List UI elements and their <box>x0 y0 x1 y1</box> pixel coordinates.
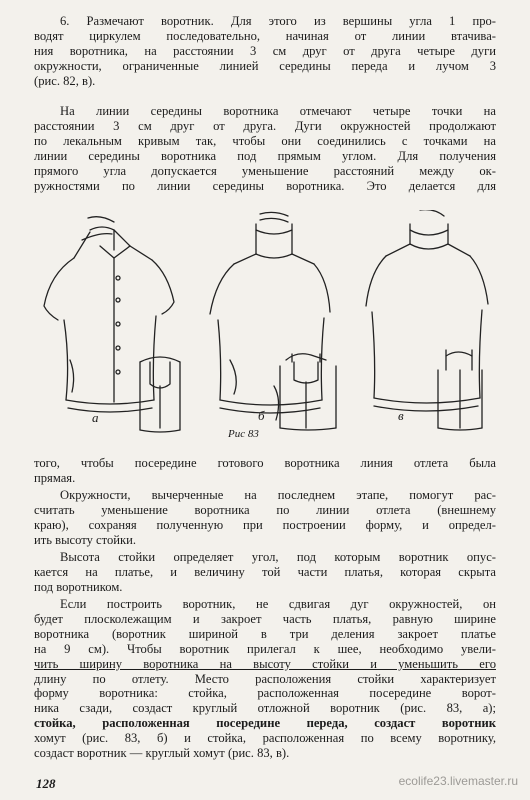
text-line: Окружности, вычерченные на последнем этапе, помогут рас- <box>60 488 496 502</box>
text-line: ния воротника, на расстоянии 3 см друг от друга четыре дуги <box>34 43 496 58</box>
figure-label-a: а <box>92 410 99 425</box>
text-line: ить высоту стойки. <box>34 532 137 547</box>
text-line: 6. Размечают воротник. Для этого из вершины угла 1 про- <box>60 14 496 28</box>
text-line: краю), сохраняя полученную при построении форму, и определ- <box>34 517 496 532</box>
paragraph-continuation <box>34 456 496 486</box>
text-line: Если построить воротник, не сдвигая дуг окружностей, он <box>60 597 496 611</box>
text-line: на 9 см). Чтобы воротник прилегал к шее, необходимо увели- <box>34 641 496 656</box>
garment-b-drawing <box>210 212 336 430</box>
garment-v-drawing <box>366 210 488 430</box>
text-line: длину по отлету. Место расположения стойки характеризует <box>34 671 496 686</box>
garment-a-drawing <box>44 217 180 432</box>
text-line: На линии середины воротника отмечают четыре точки на <box>60 104 496 118</box>
figure-label-v: в <box>398 408 404 423</box>
text-line: прямая. <box>34 470 76 485</box>
text-line: будет плосколежащим и закроет часть платья, равную ширине <box>34 611 496 626</box>
text-line: создаст воротник — круглый хомут (рис. 83, в). <box>34 746 290 761</box>
paragraph-circles <box>34 488 496 548</box>
text-line: Высота стойки определяет угол, под которым воротник опус- <box>60 550 496 564</box>
figure-83-drawings <box>30 210 500 450</box>
text-line: (рис. 82, в). <box>34 73 96 88</box>
paragraph-stand-height <box>34 550 496 595</box>
text-line: водят циркулем последовательно, начиная от линии втачива- <box>34 28 496 43</box>
text-line: считать уменьшение воротника по линии отлета (внешнему <box>34 502 496 517</box>
text-line: под воротником. <box>34 579 123 594</box>
text-line: чить ширину воротника на высоту стойки и уменьшить его <box>34 656 496 671</box>
text-line: окружности, ограниченные линией середины переда и лучом 3 <box>34 58 496 73</box>
watermark: ecolife23.livemaster.ru <box>398 774 518 788</box>
text-line: форму воротника: стойка, расположенная посередине ворот- <box>34 686 496 701</box>
text-line: ружностями по линии середины воротника. Это делается для <box>34 178 496 193</box>
text-line: прямого угла допускается уменьшение расстояний между ок- <box>34 163 496 178</box>
text-line: хомут (рис. 83, б) и стойка, расположенная по всему воротнику, <box>34 731 496 746</box>
text-line: кается на платье, и величину той части платья, которая скрыта <box>34 564 496 579</box>
text-line: того, чтобы посередине готового воротника линия отлета была <box>34 456 496 470</box>
text-line: воротника (воротник шириной в три деления закроет платье <box>34 626 496 641</box>
text-line: линии середины воротника под прямым углом. Для получения <box>34 148 496 163</box>
paragraph-collar-construction <box>34 597 496 761</box>
figure-label-b: б <box>258 408 265 423</box>
paragraph-step-6 <box>34 14 496 89</box>
text-line: по лекальным кривым так, чтобы они соединились с точками на <box>34 133 496 148</box>
text-line: ника сзади, создаст круглый отложной воротник (рис. 83, а); <box>34 701 496 716</box>
figure-83 <box>30 210 500 450</box>
page-number: 128 <box>36 776 56 791</box>
figure-caption: Рис 83 <box>228 428 259 440</box>
text-line: стойка, расположенная посередине переда, создаст воротник <box>34 716 496 731</box>
paragraph-collar-points <box>34 104 496 193</box>
text-line: расстоянии 3 см друг от друга. Дуги окружностей продолжают <box>34 118 496 133</box>
